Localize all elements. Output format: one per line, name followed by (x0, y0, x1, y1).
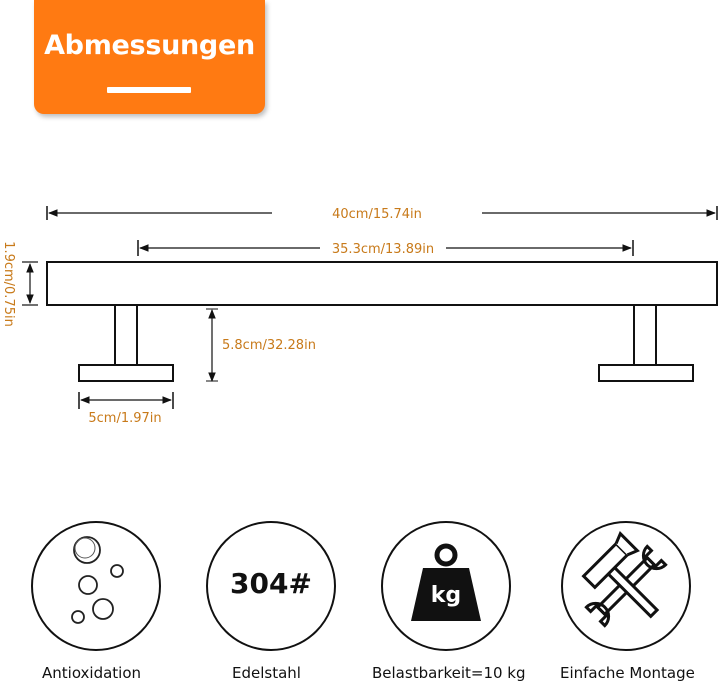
tools-icon (563, 523, 689, 649)
left-standoff (115, 305, 137, 365)
stainless-steel-badge (206, 521, 336, 651)
left-base-plate (79, 365, 173, 381)
antioxidation-label: Antioxidation (42, 664, 142, 682)
base-width-label: 5cm/1.97in (88, 411, 162, 426)
bar-height-dimension (1, 241, 38, 327)
standoff-height-label: 5.8cm/32.28in (222, 338, 316, 353)
handrail-bar (47, 262, 717, 305)
stainless-steel-label: Edelstahl (232, 664, 301, 682)
mount-spacing-label: 35.3cm/13.89in (331, 242, 435, 257)
right-standoff (634, 305, 656, 365)
steel-grade-icon: 304# (230, 567, 312, 600)
total-length-dimension (47, 206, 717, 222)
easy-installation-badge (561, 521, 691, 651)
bubbles-icon (33, 523, 159, 649)
load-capacity-badge (381, 521, 511, 651)
bar-height-label: 1.9cm/0.75in (1, 241, 16, 327)
standoff-height-dimension (206, 309, 316, 381)
load-capacity-label: Belastbarkeit=10 kg (372, 664, 526, 682)
banner-title: Abmessungen (44, 30, 255, 61)
mount-spacing-dimension (138, 240, 633, 257)
easy-installation-label: Einfache Montage (560, 664, 695, 682)
total-length-label: 40cm/15.74in (332, 207, 422, 222)
weight-icon-label: kg (430, 583, 462, 608)
right-base-plate (599, 365, 693, 381)
base-width-dimension (79, 392, 173, 426)
antioxidation-badge (31, 521, 161, 651)
